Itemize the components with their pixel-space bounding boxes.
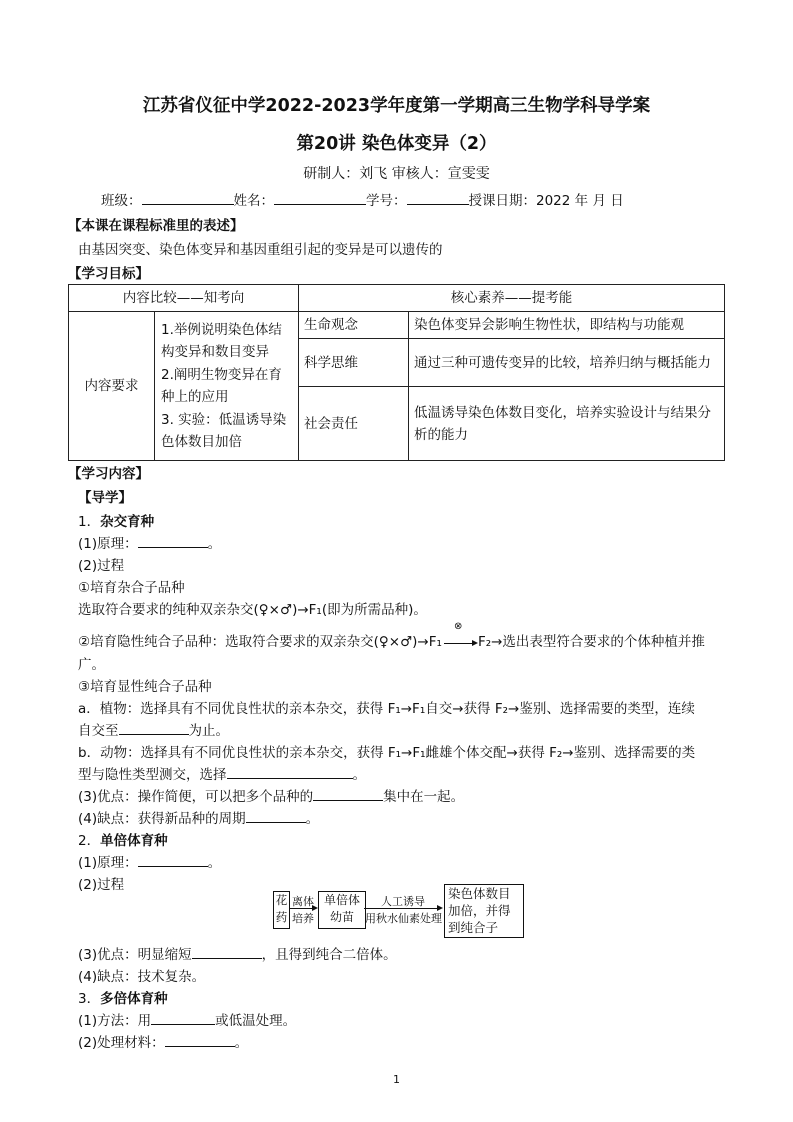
s1-disadvantage <box>78 807 319 827</box>
plant-text-a: 自交至 <box>78 723 119 739</box>
authors: 研制人：刘飞 审核人：宣雯雯 <box>303 166 490 182</box>
s1-item-2-part-b: F₂→选出表型符合要求的个体种植并推 <box>477 634 705 650</box>
plant-text-b: 为止。 <box>188 723 229 739</box>
id-blank[interactable] <box>407 190 469 205</box>
haploid-seedling-box: 单倍体幼苗 <box>318 891 366 929</box>
step2-bottom-label: 用秋水仙素处理 <box>365 912 442 925</box>
literacy-desc: 通过三种可遗传变异的比较，培养归纳与概括能力 <box>409 339 725 387</box>
section-1-heading <box>78 510 154 530</box>
s1-plant-line-2 <box>78 719 229 739</box>
method-text-a: (1)方法：用 <box>78 1013 152 1029</box>
document-title: 江苏省仪征中学2022-2023学年度第一学期高三生物学科导学案 <box>142 96 651 116</box>
s1-item-2-part-a: ②培育隐性纯合子品种：选取符合要求的双亲杂交(♀×♂)→F₁ <box>78 634 442 650</box>
animal-blank[interactable] <box>227 764 353 779</box>
literacy-name: 科学思维 <box>299 339 409 387</box>
animal-text-a: 型与隐性类型测交，选择 <box>78 767 227 783</box>
section-title: 杂交育种 <box>100 514 155 530</box>
s1-item-1: ①培育杂合子品种 <box>78 580 185 596</box>
id-label: 学号： <box>366 193 407 209</box>
name-blank[interactable] <box>274 190 366 205</box>
name-label: 姓名： <box>233 193 274 209</box>
period: 。 <box>234 1035 249 1051</box>
period: 。 <box>305 811 320 827</box>
table-header-literacy: 核心素养——提考能 <box>299 285 725 312</box>
arrow-2 <box>364 908 438 909</box>
standard-text: 由基因突变、染色体变异和基因重组引起的变异是可以遗传的 <box>78 242 443 258</box>
adv-blank[interactable] <box>192 944 262 959</box>
selfing-symbol: ⊗ <box>453 621 463 632</box>
s3-method <box>78 1009 296 1029</box>
s1-animal-line-2 <box>78 763 366 783</box>
material-blank[interactable] <box>165 1032 235 1047</box>
principle-blank[interactable] <box>138 533 208 548</box>
date-label: 授课日期：2022 年 月 日 <box>468 193 624 209</box>
s1-item-2 <box>78 621 705 650</box>
section-number: 3． <box>78 991 101 1007</box>
s1-advantage <box>78 785 464 805</box>
arrow-1 <box>290 908 314 909</box>
selfing-arrow <box>442 621 478 650</box>
literacy-desc: 染色体变异会影响生物性状，即结构与功能观 <box>409 312 725 339</box>
principle-blank[interactable] <box>138 852 208 867</box>
standard-heading: 【本课在课程标准里的表述】 <box>68 218 244 234</box>
step1-top-label: 离体 <box>292 895 314 908</box>
literacy-name: 生命观念 <box>299 312 409 339</box>
s1-item-3: ③培育显性纯合子品种 <box>78 679 212 695</box>
method-blank[interactable] <box>151 1010 215 1025</box>
lesson-title: 第20讲 染色体变异（2） <box>296 134 497 154</box>
adv-text-b: 集中在一起。 <box>383 789 465 805</box>
arrow-head <box>472 640 478 646</box>
dis-blank[interactable] <box>246 808 306 823</box>
table-header-content: 内容比较——知考向 <box>69 285 299 312</box>
guide-heading: 【导学】 <box>78 490 132 506</box>
goals-table <box>68 284 725 461</box>
s3-material <box>78 1031 248 1051</box>
s1-item-2-cont: 广。 <box>78 657 105 673</box>
class-blank[interactable] <box>142 190 234 205</box>
info-line <box>101 189 624 209</box>
content-heading: 【学习内容】 <box>68 466 149 482</box>
arrow-shaft <box>444 643 474 644</box>
row-label: 内容要求 <box>69 312 155 461</box>
principle-label: (1)原理： <box>78 536 138 552</box>
doubled-chromosome-box: 染色体数目加倍，并得到纯合子 <box>444 884 524 938</box>
s1-plant-line: a．植物：选择具有不同优良性状的亲本杂交，获得 F₁→F₁自交→获得 F₂→鉴别、选择需要的类型，连续 <box>78 701 695 717</box>
section-number: 2． <box>78 833 101 849</box>
material-label: (2)处理材料： <box>78 1035 165 1051</box>
section-title: 单倍体育种 <box>100 833 168 849</box>
principle-label: (1)原理： <box>78 855 138 871</box>
s1-principle <box>78 532 221 552</box>
literacy-name: 社会责任 <box>299 387 409 461</box>
section-2-heading <box>78 829 168 849</box>
s2-disadvantage: (4)缺点：技术复杂。 <box>78 969 206 985</box>
period: 。 <box>207 536 222 552</box>
section-3-heading <box>78 987 168 1007</box>
content-items: 1.举例说明染色体结构变异和数目变异 2.阐明生物变异在育种上的应用 3. 实验：低温诱导染色体数目加倍 <box>155 312 299 461</box>
section-title: 多倍体育种 <box>100 991 168 1007</box>
adv-text-a: (3)优点：明显缩短 <box>78 947 192 963</box>
flower-box: 花药 <box>273 891 290 929</box>
page-number: 1 <box>393 1073 400 1086</box>
s2-advantage <box>78 943 397 963</box>
adv-text-b: ，且得到纯合二倍体。 <box>261 947 397 963</box>
s1-process: (2)过程 <box>78 558 125 574</box>
step1-bottom-label: 培养 <box>292 912 314 925</box>
adv-blank[interactable] <box>313 786 383 801</box>
section-number: 1． <box>78 514 101 530</box>
s1-item-1-text: 选取符合要求的纯种双亲杂交(♀×♂)→F₁(即为所需品种)。 <box>78 602 427 618</box>
adv-text-a: (3)优点：操作简便，可以把多个品种的 <box>78 789 314 805</box>
s2-process: (2)过程 <box>78 877 125 893</box>
class-label: 班级： <box>101 193 142 209</box>
s1-animal-line: b．动物：选择具有不同优良性状的亲本杂交，获得 F₁→F₁雌雄个体交配→获得 F₂→鉴别、选择需要的类 <box>78 745 696 761</box>
method-text-b: 或低温处理。 <box>215 1013 297 1029</box>
plant-blank[interactable] <box>119 720 189 735</box>
literacy-desc: 低温诱导染色体数目变化，培养实验设计与结果分析的能力 <box>409 387 725 461</box>
s2-principle <box>78 851 221 871</box>
step2-top-label: 人工诱导 <box>381 895 425 908</box>
period: 。 <box>352 767 366 783</box>
period: 。 <box>207 855 222 871</box>
dis-text: (4)缺点：获得新品种的周期 <box>78 811 246 827</box>
goals-heading: 【学习目标】 <box>68 266 149 282</box>
